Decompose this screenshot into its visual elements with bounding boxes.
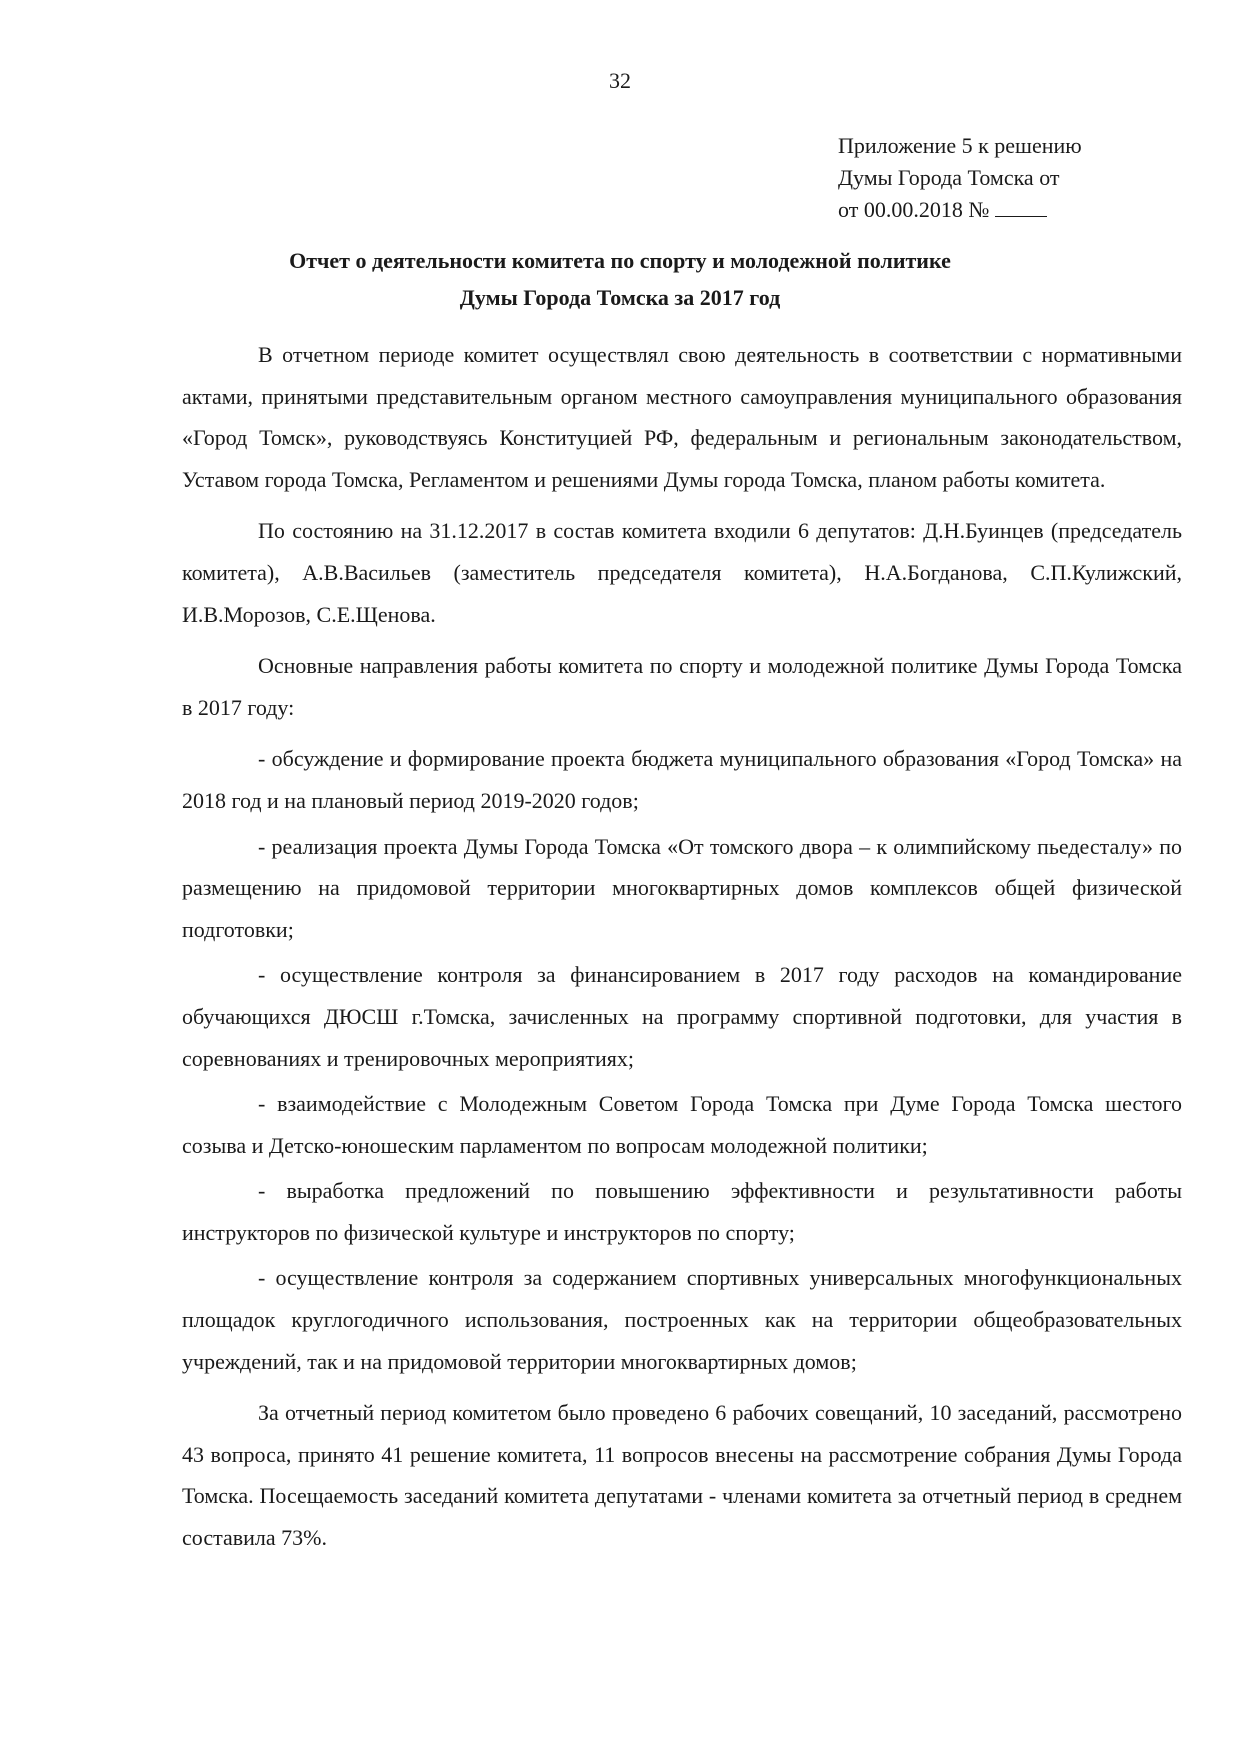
paragraph-directions: Основные направления работы комитета по спорту и молодежной политике Думы Города Томска в 2017 году:: [182, 653, 1182, 720]
paragraph-members: По состоянию на 31.12.2017 в состав комитета входили 6 депутатов: Д.Н.Буинцев (председатель комитета), А.В.Васильев (заместитель председателя комитета), Н.А.Богданова, С.П.Кулижский, И.В.Морозов, С.Е.Щенова.: [182, 518, 1182, 627]
appendix-line-3: [838, 194, 1082, 226]
list-item-project: - реализация проекта Думы Города Томска «От томского двора – к олимпийскому пьедесталу» по размещению на придомовой территории многоквартирных домов комплексов общей физической подготовки;: [182, 833, 1182, 942]
list-item-sports-grounds: - осуществление контроля за содержанием спортивных универсальных многофункциональных площадок круглогодичного использования, построенных как на территории общеобразовательных учреждений, так и на придомовой территории многоквартирных домов;: [182, 1265, 1182, 1374]
title-line-1: Отчет о деятельности комитета по спорту и молодежной политике: [289, 248, 951, 273]
list-item-financing-control: - осуществление контроля за финансированием в 2017 году расходов на командирование обучающихся ДЮСШ г.Томска, зачисленных на программу спортивной подготовки, для участия в соревнованиях и тренировочных мероприятиях;: [182, 962, 1182, 1071]
page-number: 32: [609, 68, 631, 93]
list-item-instructors: - выработка предложений по повышению эффективности и результативности работы инструкторов по физической культуре и инструкторов по спорту;: [182, 1178, 1182, 1245]
appendix-line-1: Приложение 5 к решению: [838, 133, 1082, 158]
paragraph-intro: В отчетном периоде комитет осуществлял свою деятельность в соответствии с нормативными актами, принятыми представительным органом местного самоуправления муниципального образования «Город Томск», руководствуясь Конституцией РФ, федеральным и региональным законодательством, Уставом города Томска, Регламентом и решениями Думы города Томска, планом работы комитета.: [182, 342, 1182, 492]
document-title: [0, 242, 1240, 316]
list-item-budget: - обсуждение и формирование проекта бюджета муниципального образования «Город Томска» на 2018 год и на плановый период 2019-2020 годов;: [182, 746, 1182, 813]
list-item-youth-council: - взаимодействие с Молодежным Советом Города Томска при Думе Города Томска шестого созыва и Детско-юношеским парламентом по вопросам молодежной политики;: [182, 1091, 1182, 1158]
appendix-line-2: Думы Города Томска от: [838, 165, 1060, 190]
title-line-2: Думы Города Томска за 2017 год: [459, 285, 781, 310]
report-body: [182, 334, 1182, 1569]
appendix-note: [838, 130, 1082, 226]
number-blank-line: [995, 198, 1047, 217]
paragraph-summary: За отчетный период комитетом было проведено 6 рабочих совещаний, 10 заседаний, рассмотрено 43 вопроса, принято 41 решение комитета, 11 вопросов внесены на рассмотрение собрания Думы Города Томска. Посещаемость заседаний комитета депутатами - членами комитета за отчетный период в среднем составила 73%.: [182, 1400, 1182, 1551]
appendix-line-3-text: от 00.00.2018 №: [838, 197, 990, 222]
